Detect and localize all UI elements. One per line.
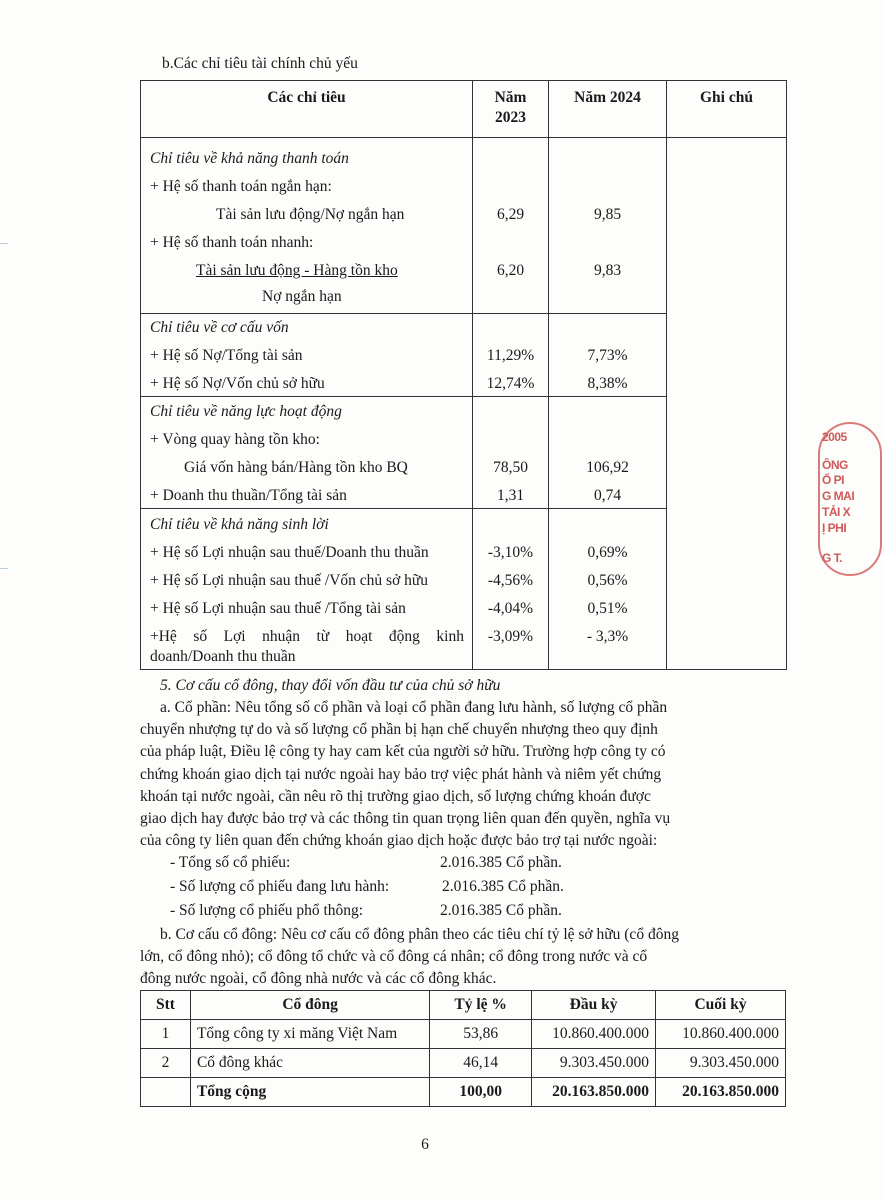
shares-outstanding-label: - Số lượng cổ phiếu đang lưu hành: — [170, 878, 390, 895]
quick-label: + Hệ số thanh toán nhanh: — [150, 234, 314, 251]
quick-ratio-denominator: Nợ ngắn hạn — [262, 288, 342, 305]
para-b-line: b. Cơ cấu cổ đông: Nêu cơ cấu cổ đông phân theo các tiêu chí tỷ lệ sở hữu (cổ đông — [160, 926, 679, 943]
shareholder-table — [140, 990, 786, 1107]
total-start: 20.163.850.000 — [532, 1078, 656, 1107]
debt-assets-2024: 7,73% — [587, 347, 628, 364]
para-a-line: chứng khoán giao dịch tại nước ngoài hay bảo trợ việc phát hành và niêm yết chứng — [140, 766, 662, 783]
company-seal — [818, 418, 855, 578]
quick-ratio-2023: 6,20 — [496, 262, 525, 279]
shares-common-value: 2.016.385 Cổ phần. — [440, 902, 562, 919]
edge-mark — [0, 243, 8, 244]
activity-heading: Chỉ tiêu về năng lực hoạt động — [150, 403, 342, 420]
section-5-title: 5. Cơ cấu cổ đông, thay đổi vốn đầu tư của chủ sở hữu — [160, 677, 501, 694]
para-a-line: a. Cổ phần: Nêu tổng số cổ phần và loại cổ phần đang lưu hành, số lượng cổ phần — [160, 699, 668, 716]
para-a-line: khoán tại nước ngoài, cần nêu rõ thị trường giao dịch, số lượng chứng khoán được — [140, 788, 651, 805]
row-end: 9.303.450.000 — [656, 1049, 786, 1078]
current-ratio-2024: 9,85 — [593, 206, 622, 223]
profit-last-label-line1: +Hệ số Lợi nhuận từ hoạt động kinh — [150, 628, 464, 645]
profit-last-2024: - 3,3% — [586, 628, 629, 645]
debt-assets-2023: 11,29% — [486, 347, 535, 364]
profit-row-label: + Hệ số Lợi nhuận sau thuế /Vốn chủ sở hữu — [150, 572, 429, 589]
asset-turnover-2024: 0,74 — [593, 487, 622, 504]
cogs-inventory-2023: 78,50 — [493, 459, 528, 476]
shares-total-value: 2.016.385 Cổ phần. — [440, 854, 562, 871]
row-start: 9.303.450.000 — [532, 1049, 656, 1078]
header-indicator: Các chỉ tiêu — [267, 89, 346, 106]
profit-last-2023: -3,09% — [487, 628, 534, 645]
profit-row-label: + Hệ số Lợi nhuận sau thuế /Tổng tài sản — [150, 600, 406, 617]
shares-common-label: - Số lượng cổ phiếu phổ thông: — [170, 902, 364, 919]
row-end: 10.860.400.000 — [656, 1020, 786, 1049]
current-ratio-2023: 6,29 — [496, 206, 525, 223]
para-a-line: chuyển nhượng tự do và số lượng cổ phần bị hạn chế chuyển nhượng theo quy định — [140, 721, 658, 738]
profit-row-2023: -3,10% — [487, 544, 534, 561]
row-ratio: 53,86 — [430, 1020, 532, 1049]
edge-mark — [0, 568, 8, 569]
total-ratio: 100,00 — [430, 1078, 532, 1107]
quick-ratio-2024: 9,83 — [593, 262, 622, 279]
row-ratio: 46,14 — [430, 1049, 532, 1078]
col-header-stt: Stt — [141, 991, 191, 1020]
debt-equity-2023: 12,74% — [486, 375, 535, 392]
table-total-row — [141, 1078, 786, 1107]
total-label: Tổng cộng — [190, 1078, 429, 1107]
row-start: 10.860.400.000 — [532, 1020, 656, 1049]
seal-text: ÔNG — [822, 458, 848, 472]
table-row — [141, 1049, 786, 1078]
header-2024: Năm 2024 — [574, 89, 641, 106]
asset-turnover-label: + Doanh thu thuần/Tổng tài sản — [150, 487, 347, 504]
header-2023-line1: Năm — [494, 89, 527, 106]
cogs-inventory-label: Giá vốn hàng bán/Hàng tồn kho BQ — [184, 459, 408, 476]
row-stt: 1 — [141, 1020, 191, 1049]
row-shareholder: Cổ đông khác — [190, 1049, 429, 1078]
shares-total-label: - Tổng số cổ phiếu: — [170, 854, 291, 871]
debt-equity-label: + Hệ số Nợ/Vốn chủ sở hữu — [150, 375, 325, 392]
para-a-line: của công ty liên quan đến chứng khoán giao dịch hoặc được bảo trợ tại nước ngoài: — [140, 832, 658, 849]
table-row — [141, 1020, 786, 1049]
capital-heading: Chỉ tiêu về cơ cấu vốn — [150, 319, 289, 336]
row-shareholder: Tổng công ty xi măng Việt Nam — [190, 1020, 429, 1049]
col-header-end: Cuối kỳ — [656, 991, 786, 1020]
col-header-start: Đầu kỳ — [532, 991, 656, 1020]
col-header-ratio: Tỷ lệ % — [430, 991, 532, 1020]
asset-turnover-2023: 1,31 — [496, 487, 525, 504]
para-a-line: giao dịch hay được bảo trợ và các thông tin quan trọng liên quan đến quyền, nghĩa vụ — [140, 810, 671, 827]
seal-text: G MAI — [822, 489, 855, 503]
para-b-line: đông nước ngoài, cổ đông nhà nước và các cổ đông khác. — [140, 970, 497, 987]
quick-ratio-numerator: Tài sản lưu động - Hàng tồn kho — [196, 262, 398, 279]
cogs-inventory-2024: 106,92 — [586, 459, 629, 476]
row-stt: 2 — [141, 1049, 191, 1078]
shares-outstanding-value: 2.016.385 Cổ phần. — [442, 878, 564, 895]
profit-heading: Chỉ tiêu về khả năng sinh lời — [150, 516, 329, 533]
total-stt — [141, 1078, 191, 1107]
table-header-row — [141, 991, 786, 1020]
profit-last-label-line2: doanh/Doanh thu thuần — [150, 648, 296, 665]
profit-row-2023: -4,56% — [487, 572, 534, 589]
para-a-line: của pháp luật, Điều lệ công ty hay cam kết của người sở hữu. Trường hợp công ty có — [140, 743, 666, 760]
page-number: 6 — [421, 1136, 429, 1153]
debt-equity-2024: 8,38% — [587, 375, 628, 392]
profit-row-2023: -4,04% — [487, 600, 534, 617]
total-end: 20.163.850.000 — [656, 1078, 786, 1107]
profit-row-label: + Hệ số Lợi nhuận sau thuế/Doanh thu thuần — [150, 544, 429, 561]
seal-text: TẢI X — [822, 505, 851, 519]
section-b-title: b.Các chỉ tiêu tài chính chủ yếu — [162, 55, 358, 72]
profit-row-2024: 0,56% — [587, 572, 628, 589]
header-note: Ghi chú — [700, 89, 753, 106]
inventory-turnover-label: + Vòng quay hàng tồn kho: — [150, 431, 320, 448]
header-2023-line2: 2023 — [495, 109, 526, 126]
liquidity-heading: Chỉ tiêu về khả năng thanh toán — [150, 150, 349, 167]
col-header-shareholder: Cổ đông — [190, 991, 429, 1020]
seal-text: Ị PHI — [822, 521, 847, 535]
seal-text: 2005 — [822, 430, 847, 444]
short-term-label: + Hệ số thanh toán ngắn hạn: — [150, 178, 332, 195]
para-b-line: lớn, cổ đông nhỏ); cổ đông tổ chức và cổ đông cá nhân; cổ đông trong nước và cổ — [140, 948, 648, 965]
current-ratio-label: Tài sản lưu động/Nợ ngắn hạn — [216, 206, 405, 223]
seal-text: G T. — [822, 551, 843, 565]
debt-assets-label: + Hệ số Nợ/Tổng tài sản — [150, 347, 303, 364]
seal-text: Ổ PI — [822, 473, 845, 487]
profit-row-2024: 0,69% — [587, 544, 628, 561]
profit-row-2024: 0,51% — [587, 600, 628, 617]
